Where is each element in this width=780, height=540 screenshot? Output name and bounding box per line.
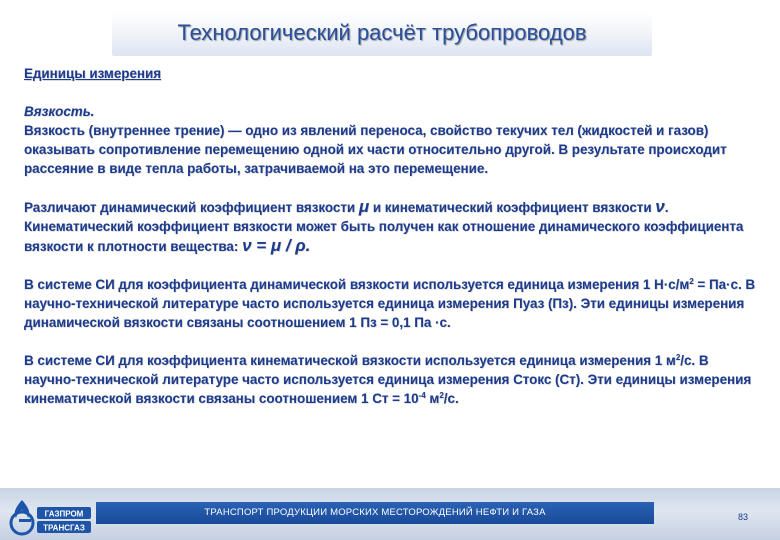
logo-word-1: ГАЗПРОМ	[44, 509, 84, 519]
superscript: -4	[418, 391, 426, 400]
superscript: 2	[675, 353, 681, 362]
text-run: . Кинематический коэффициент вязкости может быть получен как отношение динамического коэффициента вязкости к плотности вещества:	[24, 200, 744, 254]
logo-word-2: ТРАНСГАЗ	[43, 523, 85, 533]
page-number: 83	[737, 512, 748, 522]
spacer	[24, 83, 760, 102]
text-run: Различают динамический коэффициент вязкости	[24, 200, 359, 215]
text-run: м	[425, 391, 440, 406]
paragraph-kinematic-units	[24, 351, 760, 408]
spacer	[24, 178, 760, 197]
company-logo-icon	[4, 497, 94, 537]
title-bar	[112, 12, 652, 56]
spacer	[24, 332, 760, 351]
viscosity-formula: ν = μ / ρ.	[242, 236, 311, 255]
footer	[0, 488, 780, 540]
slide-title: Технологический расчёт трубопроводов	[177, 20, 587, 45]
paragraph-coefficients	[24, 197, 760, 256]
text-run: В системе СИ для коэффициента динамической вязкости используется единица измерения 1 Н·с/м	[24, 277, 690, 292]
text-run: /с. В научно-технической литературе часто используется единица измерения Стокс (Ст). Эти единицы измерения кинематической вязкости связаны соотношением 1 Ст = 10	[24, 353, 752, 406]
mu-symbol: μ	[358, 197, 370, 216]
viscosity-heading: Вязкость.	[24, 104, 95, 119]
nu-symbol: ν	[655, 197, 665, 216]
footer-banner: ТРАНСПОРТ ПРОДУКЦИИ МОРСКИХ МЕСТОРОЖДЕНИЙ НЕФТИ И ГАЗА	[96, 502, 654, 524]
superscript: 2	[689, 277, 694, 286]
slide-content	[24, 64, 760, 408]
section-heading: Единицы измерения	[24, 66, 162, 81]
superscript: 2	[439, 391, 444, 400]
text-run: и кинематический коэффициент вязкости	[369, 200, 656, 215]
paragraph-definition: Вязкость (внутреннее трение) — одно из явлений переноса, свойство текучих тел (жидкостей и газов) оказывать сопротивление перемещению одной их части относительно другой. В результате происходит рассеяние в виде тепла работы, затрачиваемой на это перемещение.	[24, 123, 727, 176]
spacer	[24, 256, 760, 275]
paragraph-dynamic-units	[24, 275, 760, 332]
text-run: = Па·с. В научно-технической литературе часто используется единица измерения Пуаз (Пз). Эти единицы измерения динамической вязкости связаны соотношением 1 Пз = 0,1 Па ·с.	[24, 277, 756, 330]
text-run: В системе СИ для коэффициента кинематической вязкости используется единица измерения 1 м	[24, 353, 676, 368]
text-run: /с.	[443, 391, 459, 406]
